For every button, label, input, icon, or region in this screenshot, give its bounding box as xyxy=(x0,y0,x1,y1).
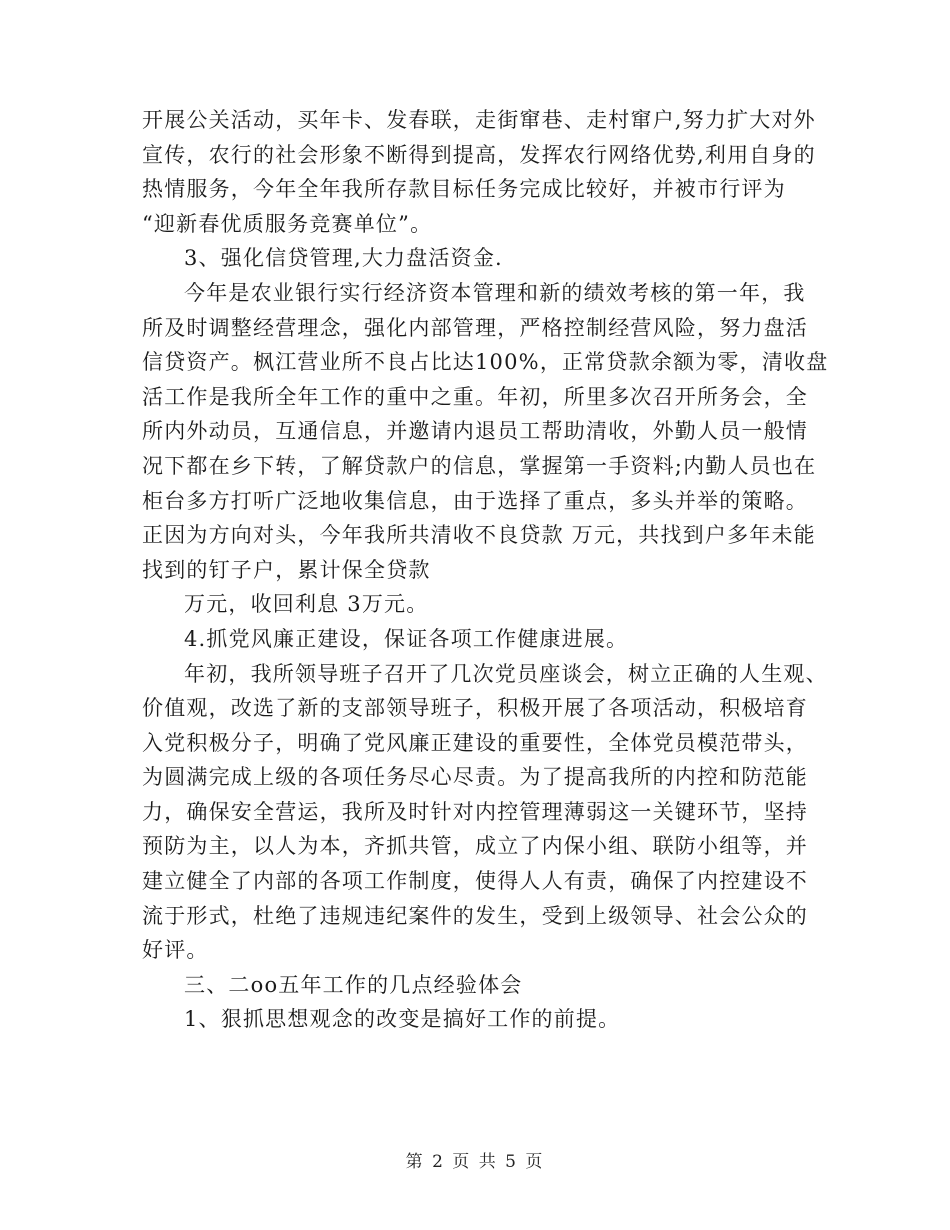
text-line: 热情服务，今年全年我所存款目标任务完成比较好，并被市行评为 xyxy=(142,177,786,202)
page-footer: 第 2 页 共 5 页 xyxy=(405,1152,545,1172)
text-line: 建立健全了内部的各项工作制度，使得人人有责，确保了内控建设不 xyxy=(142,869,808,894)
text-line: 况下都在乡下转，了解贷款户的信息，掌握第一手资料;内勤人员也在 xyxy=(142,453,817,478)
text-line: 正因为方向对头，今年我所共清收不良贷款 万元，共找到户多年未能 xyxy=(142,523,816,548)
text-line: 预防为主，以人为本，齐抓共管，成立了内保小组、联防小组等，并 xyxy=(142,834,808,859)
text-line: 信贷资产。枫江营业所不良占比达100%，正常贷款余额为零，清收盘 xyxy=(142,350,829,375)
document-body xyxy=(142,103,829,1037)
text-line: 所及时调整经营理念，强化内部管理，严格控制经营风险，努力盘活 xyxy=(142,315,808,340)
text-line: 3、强化信贷管理,大力盘活资金. xyxy=(184,246,503,271)
text-line: 开展公关活动，买年卡、发春联，走街窜巷、走村窜户,努力扩大对外 xyxy=(142,108,816,132)
text-line: 今年是农业银行实行经济资本管理和新的绩效考核的第一年，我 xyxy=(184,280,806,305)
text-line: 价值观，改选了新的支部领导班子，积极开展了各项活动，积极培育 xyxy=(142,696,808,721)
text-line: 力，确保安全营运，我所及时针对内控管理薄弱这一关键环节，坚持 xyxy=(142,799,808,824)
text-line: 为圆满完成上级的各项任务尽心尽责。为了提高我所的内控和防范能 xyxy=(142,765,808,790)
text-line: 活工作是我所全年工作的重中之重。年初，所里多次召开所务会，全 xyxy=(142,384,808,409)
text-line: 1、狠抓思想观念的改变是搞好工作的前提。 xyxy=(184,1007,621,1032)
text-line: 4.抓党风廉正建设，保证各项工作健康进展。 xyxy=(184,626,629,651)
text-line: 找到的钉子户，累计保全贷款 xyxy=(142,557,431,582)
text-line: 所内外动员，互通信息，并邀请内退员工帮助清收，外勤人员一般情 xyxy=(142,419,808,444)
text-line: 柜台多方打听广泛地收集信息，由于选择了重点，多头并举的策略。 xyxy=(142,488,808,513)
text-line: 好评。 xyxy=(142,938,209,963)
text-line: 年初，我所领导班子召开了几次党员座谈会，树立正确的人生观、 xyxy=(184,661,828,686)
text-line: 三、二oo五年工作的几点经验体会 xyxy=(184,972,523,997)
text-line: 流于形式，杜绝了违规违纪案件的发生，受到上级领导、社会公众的 xyxy=(142,903,808,928)
text-line: 入党积极分子，明确了党风廉正建设的重要性，全体党员模范带头， xyxy=(142,730,808,755)
text-line: 宣传，农行的社会形象不断得到提高，发挥农行网络优势,利用自身的 xyxy=(142,142,816,167)
text-line: “迎新春优质服务竞赛单位”。 xyxy=(142,211,433,236)
text-line: 万元，收回利息 3万元。 xyxy=(184,592,429,617)
